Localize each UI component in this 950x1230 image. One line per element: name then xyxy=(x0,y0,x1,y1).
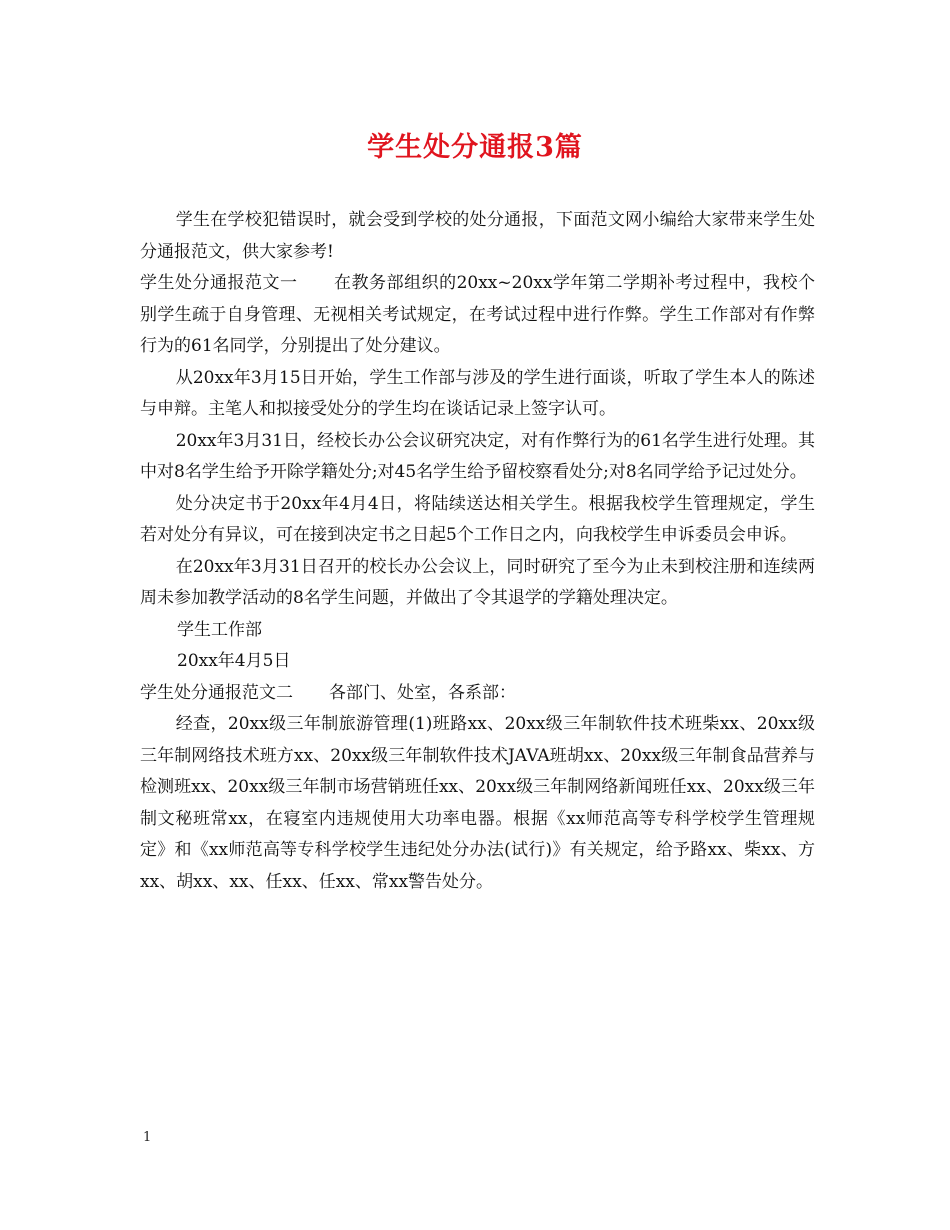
section1-signature: 学生工作部 xyxy=(177,619,262,640)
section1-first-paragraph xyxy=(140,268,815,363)
document-body xyxy=(140,205,815,898)
section2-first-line xyxy=(140,678,815,710)
section1-paragraph-1: 从20xx年3月15日开始，学生工作部与涉及的学生进行面谈，听取了学生本人的陈述与申辩。主笔人和拟接受处分的学生均在谈话记录上签字认可。 xyxy=(140,367,815,419)
page-number: 1 xyxy=(143,1130,152,1145)
section1-heading: 学生处分通报范文一 xyxy=(140,273,298,293)
section1-paragraph-2: 20xx年3月31日，经校长办公会议研究决定，对有作弊行为的61名学生进行处理。其中对8名学生给予开除学籍处分;对45名学生给予留校察看处分;对8名同学给予记过处分。 xyxy=(140,430,815,482)
section1-paragraph-4: 在20xx年3月31日召开的校长办公会议上，同时研究了至今为止未到校注册和连续两周未参加教学活动的8名学生问题，并做出了令其退学的学籍处理决定。 xyxy=(140,556,815,608)
section2-salutation: 各部门、处室，各系部： xyxy=(329,682,516,703)
section2-heading: 学生处分通报范文二 xyxy=(140,682,293,703)
document-title: 学生处分通报3篇 xyxy=(367,132,583,163)
intro-paragraph: 学生在学校犯错误时，就会受到学校的处分通报，下面范文网小编给大家带来学生处分通报范文，供大家参考! xyxy=(140,210,815,262)
section1-paragraph-3: 处分决定书于20xx年4月4日，将陆续送达相关学生。根据我校学生管理规定，学生若对处分有异议，可在接到决定书之日起5个工作日之内，向我校学生申诉委员会申诉。 xyxy=(140,493,815,545)
section2-paragraph: 经查，20xx级三年制旅游管理(1)班路xx、20xx级三年制软件技术班柴xx、20xx级三年制网络技术班方xx、20xx级三年制软件技术JAVA班胡xx、20xx级三年制食品营养与检测班xx、20xx级三年制市场营销班任xx、20xx级三年制网络新闻班任xx、20xx级三年制文秘班常xx，在寝室内违规使用大功率电器。根据《xx师范高等专科学校学生管理规定》和《xx师范高等专科学校学生违纪处分办法(试行)》有关规定，给予路xx、柴xx、方xx、胡xx、xx、任xx、任xx、常xx警告处分。 xyxy=(140,714,815,892)
section1-lead: 在教务部组织的20xx~20xx学年第二学期补考过程中，我校个别学生疏于自身管理、无视相关考试规定，在考试过程中进行作弊。学生工作部对有作弊行为的61名同学，分别提出了处分建议。 xyxy=(140,273,816,356)
section1-date: 20xx年4月5日 xyxy=(177,651,291,671)
